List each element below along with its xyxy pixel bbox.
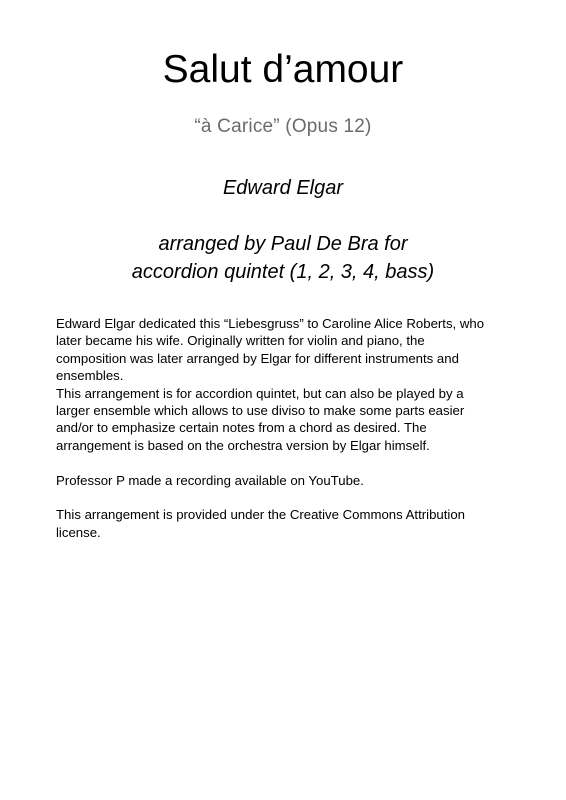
- text-line: ensembles.: [56, 368, 124, 384]
- arrangement-paragraph: [56, 385, 526, 455]
- arranger-line: arranged by Paul De Bra for: [158, 233, 408, 255]
- page-title: Salut d’amour: [162, 48, 404, 91]
- text-line: Professor P made a recording available on YouTube.: [56, 472, 364, 488]
- arranger-line: accordion quintet (1, 2, 3, 4, bass): [131, 261, 435, 283]
- composer-name: Edward Elgar: [222, 177, 344, 199]
- paragraph-spacer: [56, 489, 526, 506]
- subtitle: “à Carice” (Opus 12): [194, 116, 372, 137]
- text-line: This arrangement is provided under the Creative Commons Attribution: [56, 507, 466, 523]
- text-line: license.: [56, 524, 101, 540]
- license-paragraph: [56, 506, 526, 541]
- text-line: arrangement is based on the orchestra version by Elgar himself.: [56, 437, 430, 453]
- paragraph-spacer: [56, 454, 526, 471]
- arranger-credit: [0, 230, 566, 286]
- text-line: This arrangement is for accordion quintet, but can also be played by a: [56, 385, 464, 401]
- text-line: composition was later arranged by Elgar for different instruments and: [56, 350, 459, 366]
- text-line: Edward Elgar dedicated this “Liebesgruss” to Caroline Alice Roberts, who: [56, 316, 485, 331]
- description-text: [56, 315, 526, 541]
- text-line: later became his wife. Originally written for violin and piano, the: [56, 333, 425, 349]
- recording-paragraph: [56, 472, 526, 489]
- text-line: larger ensemble which allows to use diviso to make some parts easier: [56, 403, 465, 419]
- text-line: and/or to emphasize certain notes from a chord as desired. The: [56, 420, 427, 436]
- dedication-paragraph: [56, 315, 526, 385]
